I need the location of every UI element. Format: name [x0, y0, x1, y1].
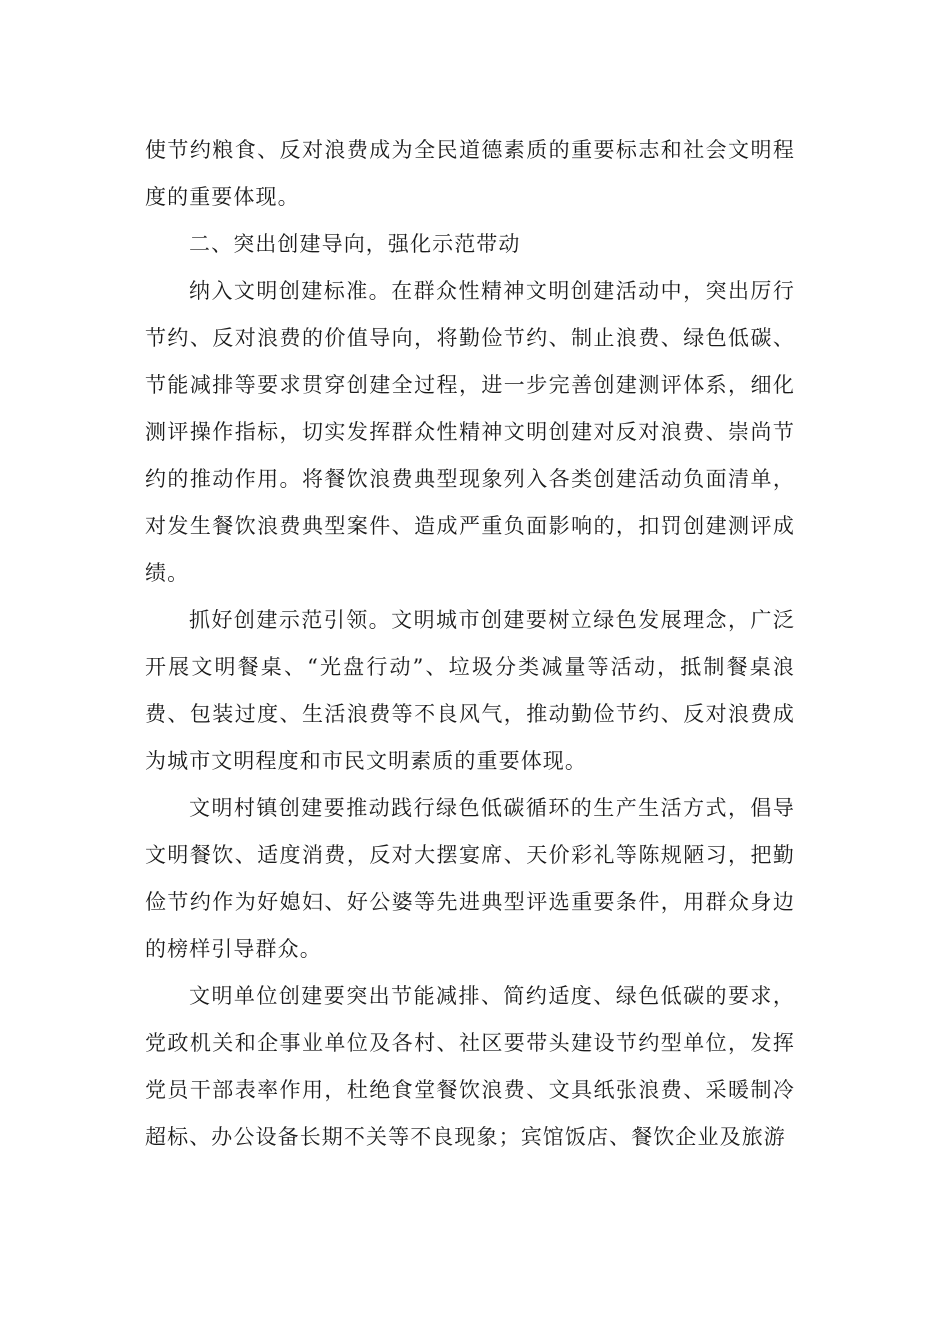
- document-body: [145, 127, 795, 1161]
- section-heading: 二、突出创建导向，强化示范带动: [189, 232, 521, 256]
- paragraph-unit-creation: 文明单位创建要突出节能减排、简约适度、绿色低碳的要求，党政机关和企事业单位及各村、社区要带头建设节约型单位，发挥党员干部表率作用，杜绝食堂餐饮浪费、文具纸张浪费、采暖制冷超标、办公设备长期不关等不良现象；宾馆饭店、餐饮企业及旅游: [145, 984, 795, 1149]
- paragraph-demonstration: 抓好创建示范引领。文明城市创建要树立绿色发展理念，广泛开展文明餐桌、“光盘行动”、垃圾分类减量等活动，抵制餐桌浪费、包装过度、生活浪费等不良风气，推动勤俭节约、反对浪费成为城市文明程度和市民文明素质的重要体现。: [145, 608, 795, 773]
- paragraph-village-town: 文明村镇创建要推动践行绿色低碳循环的生产生活方式，倡导文明餐饮、适度消费，反对大摆宴席、天价彩礼等陈规陋习，把勤俭节约作为好媳妇、好公婆等先进典型评选重要条件，用群众身边的榜样引导群众。: [145, 796, 795, 961]
- paragraph-creation-standard: 纳入文明创建标准。在群众性精神文明创建活动中，突出厉行节约、反对浪费的价值导向，将勤俭节约、制止浪费、绿色低碳、节能减排等要求贯穿创建全过程，进一步完善创建测评体系，细化测评操作指标，切实发挥群众性精神文明创建对反对浪费、崇尚节约的推动作用。将餐饮浪费典型现象列入各类创建活动负面清单，对发生餐饮浪费典型案件、造成严重负面影响的，扣罚创建测评成绩。: [145, 279, 795, 585]
- paragraph-continuation: 使节约粮食、反对浪费成为全民道德素质的重要标志和社会文明程度的重要体现。: [145, 138, 795, 209]
